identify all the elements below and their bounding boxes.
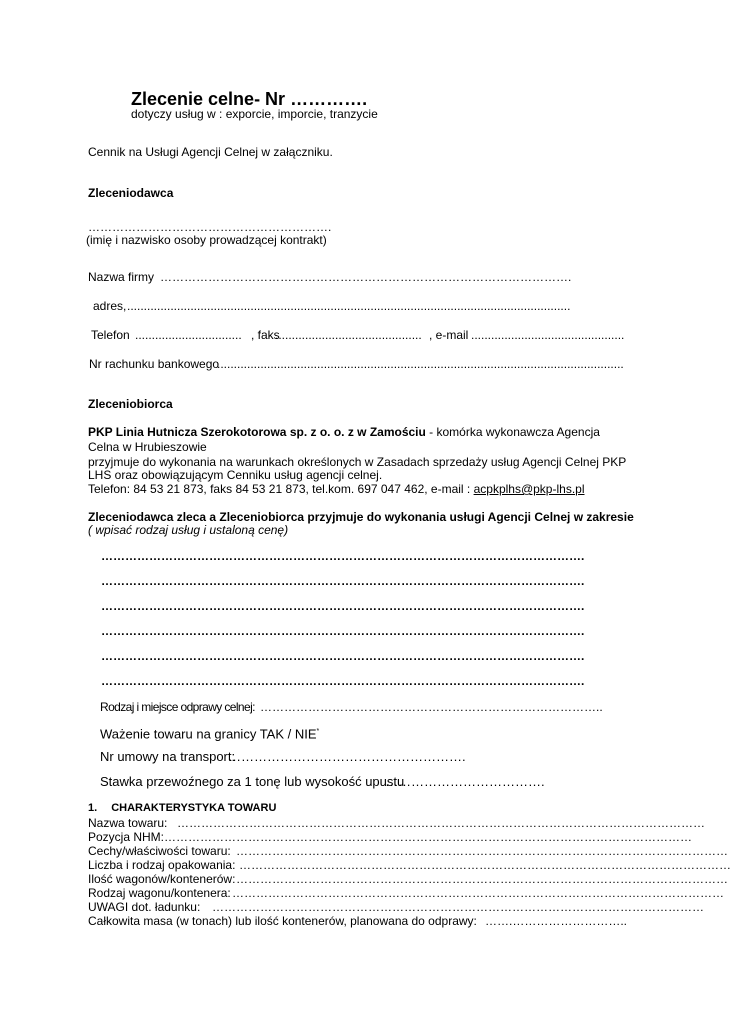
bank-account-row xyxy=(89,357,632,372)
email-field[interactable]: .............................................. xyxy=(471,328,625,342)
weighing-label: Ważenie towaru na granicy TAK / NIE xyxy=(100,726,317,742)
total-mass-label: Całkowita masa (w tonach) lub ilość kontenerów, planowana do odprawy: xyxy=(88,914,477,928)
phone-label: Telefon xyxy=(91,328,130,342)
document-subtitle: dotyczy usług w : exporcie, imporcie, tranzycie xyxy=(131,107,378,121)
goods-field-row xyxy=(88,900,704,915)
goods-field-row xyxy=(88,872,728,887)
contractor-company-name: PKP Linia Hutnicza Szerokotorowa sp. z o. o. z w Zamościu xyxy=(88,425,426,439)
service-line-2[interactable]: …………………………………………………………………………………………………………. xyxy=(101,574,585,588)
weighing-footnote-mark: * xyxy=(316,728,320,735)
contractor-name-line xyxy=(88,425,600,440)
contractor-contact-text: Telefon: 84 53 21 873, faks 84 53 21 873, tel.kom. 697 047 462, e-mail : xyxy=(88,482,474,496)
goods-field-row xyxy=(88,858,731,873)
price-list-note: Cennik na Usługi Agencji Celnej w załączniku. xyxy=(88,145,333,159)
cargo-notes-label: UWAGI dot. ładunku: xyxy=(88,900,201,914)
service-line-4[interactable]: …………………………………………………………………………………………………………. xyxy=(101,624,585,638)
goods-section-number: 1. xyxy=(88,802,98,814)
company-label: Nazwa firmy xyxy=(88,270,155,284)
client-heading: Zleceniodawca xyxy=(88,186,174,200)
packaging-label: Liczba i rodzaj opakowania: xyxy=(88,858,236,872)
goods-name-field[interactable]: …………………………………………………………………………………………………………………… xyxy=(177,816,705,830)
service-line-1[interactable]: …………………………………………………………………………………………………………. xyxy=(101,549,585,563)
total-mass-row xyxy=(88,914,639,929)
goods-field-row xyxy=(88,830,692,845)
goods-name-label: Nazwa towaru: xyxy=(88,816,168,830)
service-line-3[interactable]: …………………………………………………………………………………………………………. xyxy=(101,599,585,613)
company-row xyxy=(88,270,636,285)
dispatch-label: Rodzaj i miejsce odprawy celnej: xyxy=(100,700,255,714)
email-label: , e-mail xyxy=(429,328,469,342)
client-name-hint: (imię i nazwisko osoby prowadzącej kontrakt) xyxy=(86,233,327,247)
dispatch-row xyxy=(100,700,603,715)
goods-properties-label: Cechy/właściwości towaru: xyxy=(88,844,231,858)
wagon-type-field[interactable]: …………………………………………………………………………………………………………… xyxy=(232,886,724,900)
phone-field[interactable]: ................................ xyxy=(135,328,242,342)
goods-section-title: CHARAKTERYSTYKA TOWARU xyxy=(111,802,277,814)
goods-properties-field[interactable]: …………………………………………………………………………………………………………… xyxy=(236,844,728,858)
contractor-contact-line xyxy=(88,482,585,497)
transport-contract-row xyxy=(100,749,466,764)
company-field[interactable]: …………………………………………………………………………………………. xyxy=(160,270,572,284)
wagon-type-label: Rodzaj wagonu/kontenera: xyxy=(88,886,231,900)
order-statement: Zleceniodawca zleca a Zleceniobiorca przyjmuje do wykonania usługi Agencji Celnej w zakresie xyxy=(88,510,634,524)
contractor-line-4: LHS oraz obowiązującym Cenniku usług agencji celnej. xyxy=(88,468,383,482)
goods-field-row xyxy=(88,844,728,859)
wagon-count-label: Ilość wagonów/kontenerów: xyxy=(88,872,236,886)
nhm-position-label: Pozycja NHM: xyxy=(88,830,165,844)
contractor-email-link[interactable]: acpkplhs@pkp-lhs.pl xyxy=(473,482,585,496)
goods-field-row xyxy=(88,886,724,901)
total-mass-field[interactable]: …….……………………….. xyxy=(485,914,628,928)
packaging-field[interactable]: …………………………………………………………………………………………………………… xyxy=(239,858,731,872)
fax-label: , faks xyxy=(251,328,280,342)
freight-rate-field[interactable]: ………………………………. xyxy=(385,774,545,789)
wagon-count-field[interactable]: …………………………………………………………………………………………………………… xyxy=(236,872,728,886)
nhm-position-field[interactable]: …………………………………………………………………………………………………………………… xyxy=(164,830,692,844)
service-line-6[interactable]: …………………………………………………………………………………………………………. xyxy=(101,674,585,688)
freight-rate-row xyxy=(100,774,545,789)
contractor-line-3: przyjmuje do wykonania na warunkach określonych w Zasadach sprzedaży usług Agencji Celnej PKP xyxy=(88,455,627,469)
contractor-heading: Zleceniobiorca xyxy=(88,397,173,411)
address-label: adres, xyxy=(93,299,127,313)
goods-section-heading xyxy=(88,801,276,816)
document-title: Zlecenie celne- Nr …………. xyxy=(131,89,368,109)
contractor-line-2: Celna w Hrubieszowie xyxy=(88,440,207,454)
transport-contract-label: Nr umowy na transport: xyxy=(100,749,236,764)
bank-account-label: Nr rachunku bankowego xyxy=(89,357,220,371)
address-field[interactable]: ..................................................................................................................................... xyxy=(127,299,571,313)
goods-field-row xyxy=(88,816,705,831)
address-row xyxy=(93,299,629,314)
dispatch-field[interactable]: ………………………………………………………………………….. xyxy=(260,700,603,714)
client-name-field[interactable]: ……………………………………………………. xyxy=(88,220,332,234)
fax-field[interactable]: ............................................ xyxy=(275,328,422,342)
freight-rate-label: Stawka przewoźnego za 1 tonę lub wysokość upustu xyxy=(100,774,405,789)
order-hint: ( wpisać rodzaj usług i ustaloną cenę) xyxy=(88,523,289,537)
phone-row xyxy=(91,328,631,343)
service-line-5[interactable]: …………………………………………………………………………………………………………. xyxy=(101,649,585,663)
transport-contract-field[interactable]: ………………………………………………. xyxy=(228,749,466,764)
bank-account-field[interactable]: .......................................................................................................................... xyxy=(217,357,624,371)
contractor-name-rest: - komórka wykonawcza Agencja xyxy=(425,425,600,439)
cargo-notes-field[interactable]: …………………………………………………………………………………………………………… xyxy=(212,900,704,914)
weighing-row xyxy=(100,724,319,741)
